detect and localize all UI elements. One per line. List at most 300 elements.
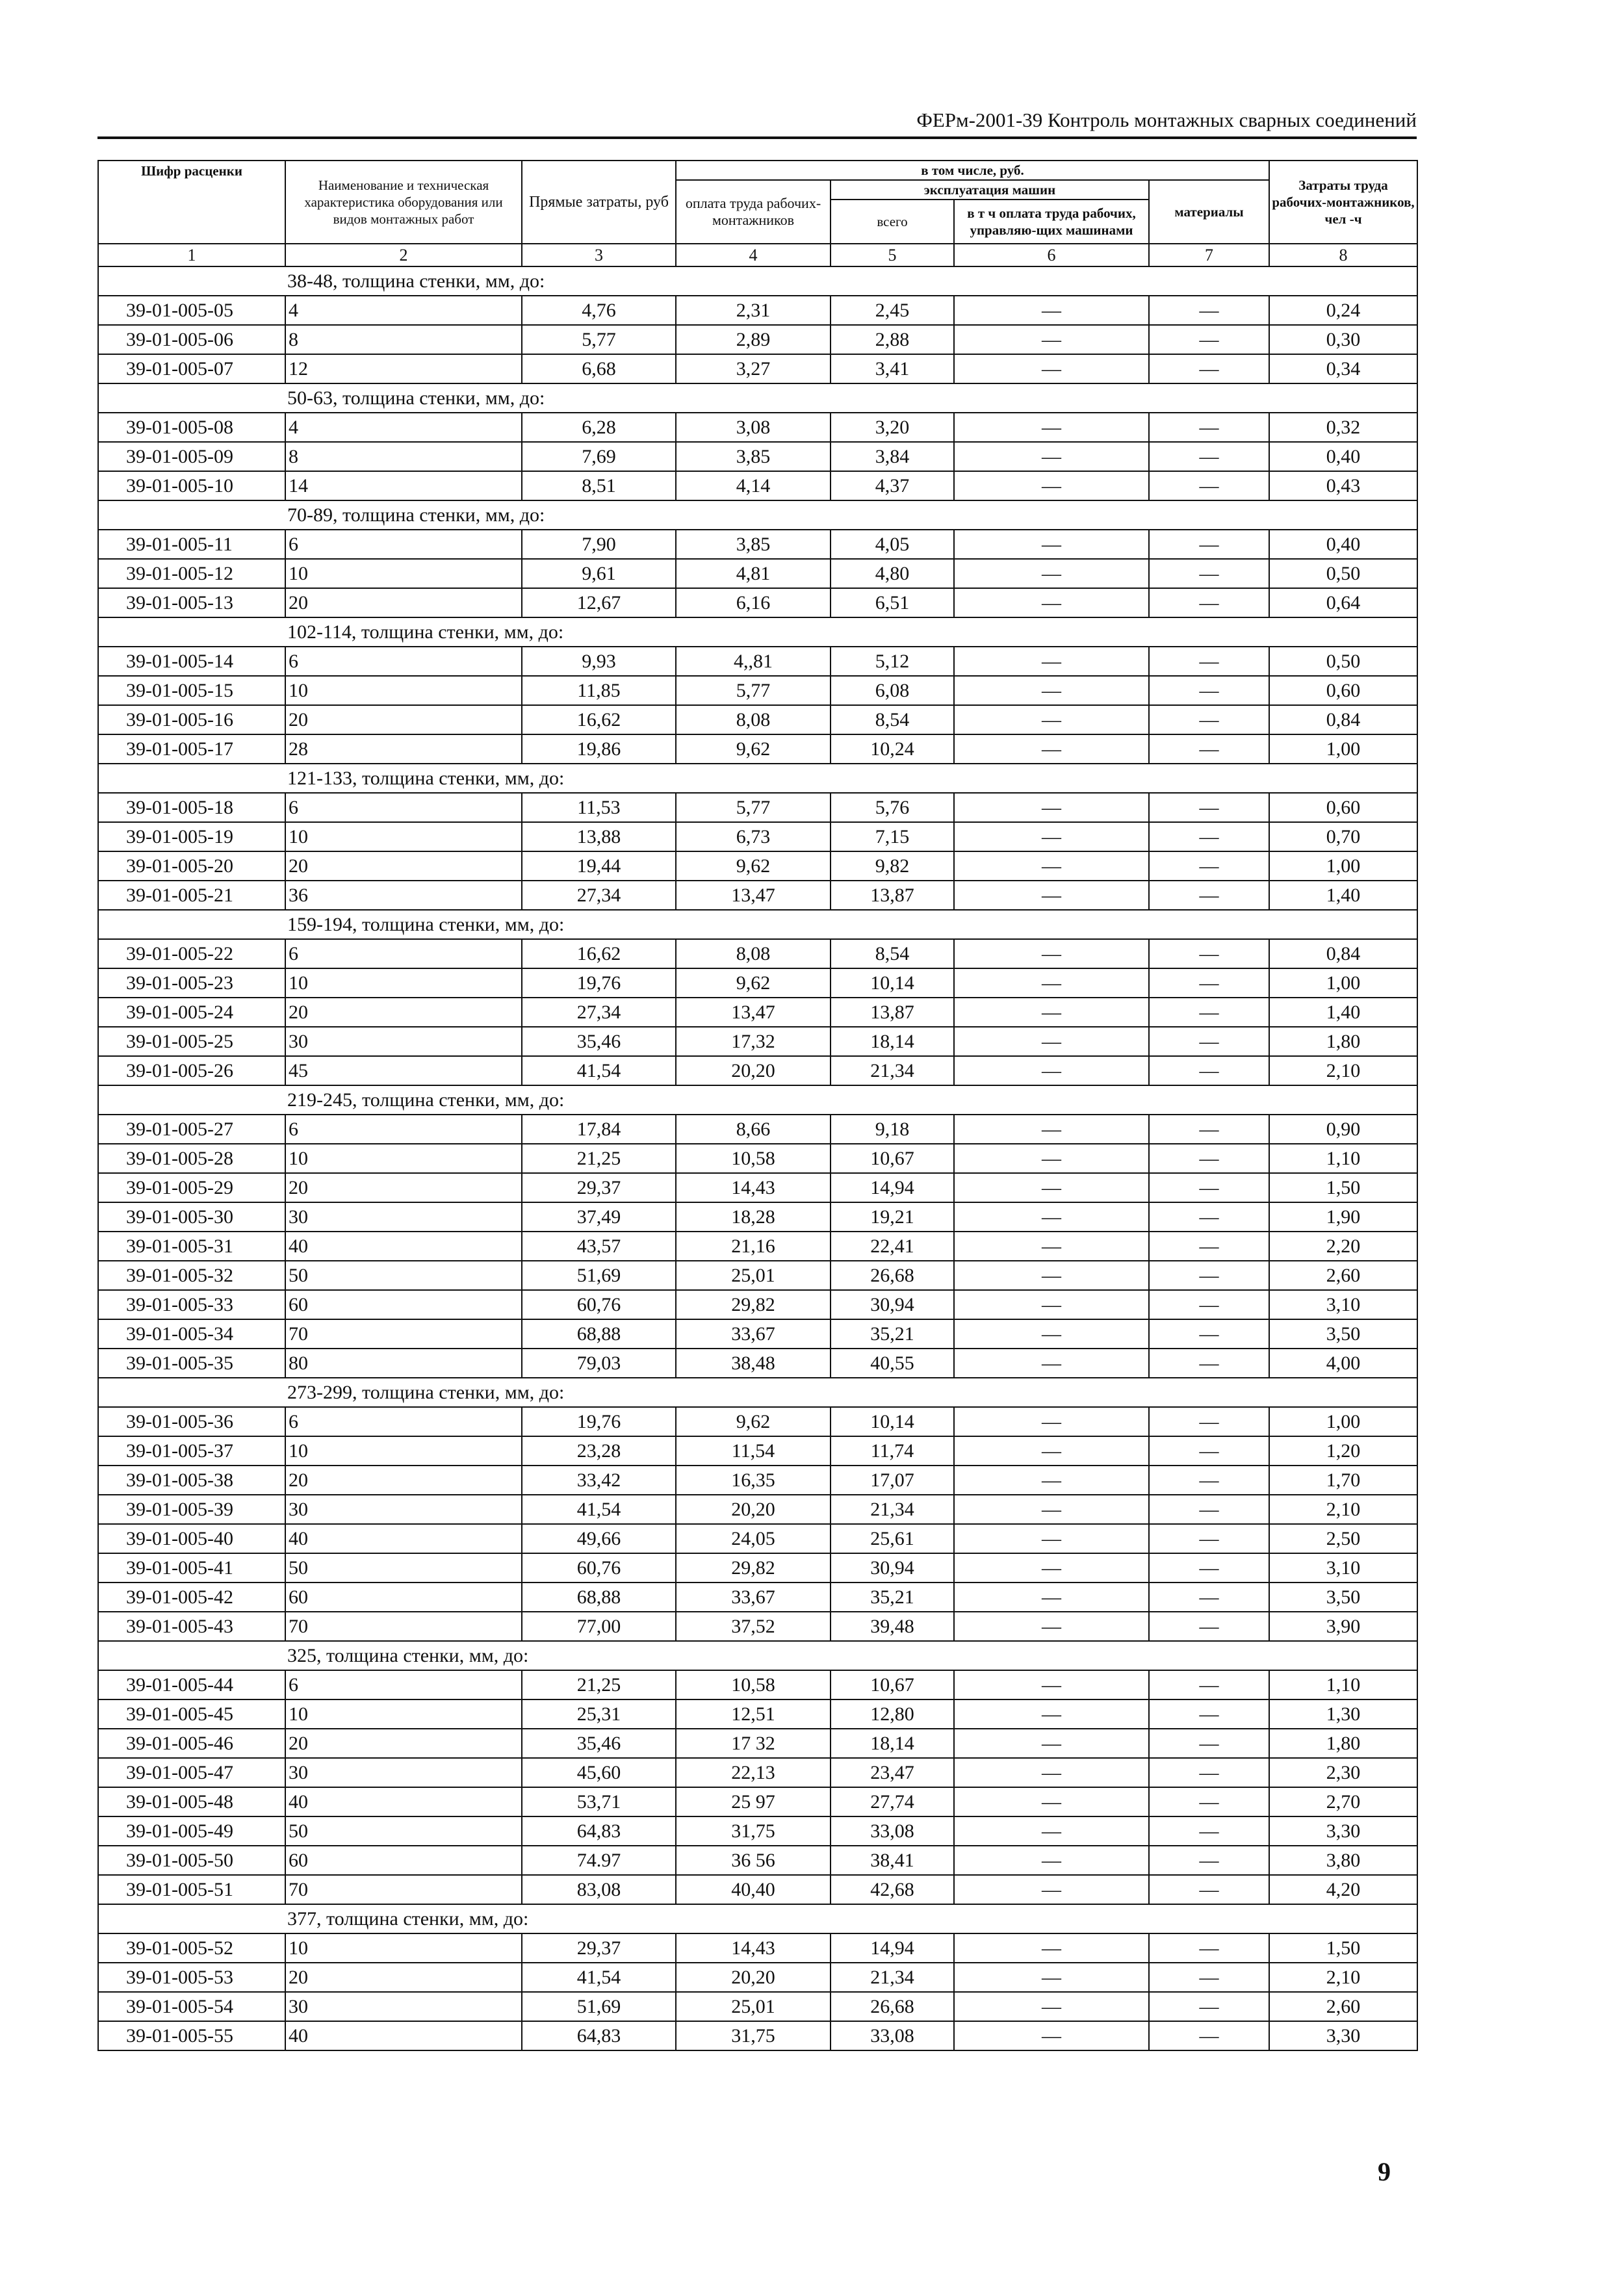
table-row bbox=[98, 1407, 1417, 1436]
rate-code-cell: 39-01-005-26 bbox=[98, 1056, 285, 1085]
direct-costs-cell: 13,88 bbox=[522, 822, 676, 851]
wages-cell: 14,43 bbox=[676, 1933, 831, 1963]
rate-code-cell: 39-01-005-15 bbox=[98, 676, 285, 705]
section-title: 70-89, толщина стенки, мм, до: bbox=[98, 500, 1417, 530]
column-number: 2 bbox=[285, 244, 522, 266]
wages-cell: 11,54 bbox=[676, 1436, 831, 1466]
labor-costs-cell: 0,40 bbox=[1269, 442, 1417, 471]
direct-costs-cell: 19,76 bbox=[522, 968, 676, 998]
rate-code-cell: 39-01-005-29 bbox=[98, 1173, 285, 1202]
machines-total-cell: 7,15 bbox=[831, 822, 954, 851]
machines-total-cell: 14,94 bbox=[831, 1933, 954, 1963]
rate-code-cell: 39-01-005-36 bbox=[98, 1407, 285, 1436]
wages-cell: 2,89 bbox=[676, 325, 831, 354]
section-row bbox=[98, 383, 1417, 413]
direct-costs-cell: 41,54 bbox=[522, 1963, 676, 1992]
rate-code-cell: 39-01-005-12 bbox=[98, 559, 285, 588]
operators-wages-cell: — bbox=[954, 1466, 1149, 1495]
wall-thickness-cell: 6 bbox=[285, 1407, 522, 1436]
direct-costs-cell: 83,08 bbox=[522, 1875, 676, 1904]
wall-thickness-cell: 6 bbox=[285, 793, 522, 822]
materials-cell: — bbox=[1149, 1787, 1269, 1816]
machines-total-cell: 40,55 bbox=[831, 1349, 954, 1378]
machines-total-cell: 19,21 bbox=[831, 1202, 954, 1232]
machines-total-cell: 2,45 bbox=[831, 296, 954, 325]
rate-code-cell: 39-01-005-14 bbox=[98, 647, 285, 676]
machines-total-cell: 35,21 bbox=[831, 1319, 954, 1349]
wages-cell: 3,85 bbox=[676, 530, 831, 559]
direct-costs-cell: 77,00 bbox=[522, 1612, 676, 1641]
operators-wages-cell: — bbox=[954, 705, 1149, 734]
operators-wages-cell: — bbox=[954, 1553, 1149, 1583]
section-row bbox=[98, 266, 1417, 296]
column-number: 3 bbox=[522, 244, 676, 266]
wall-thickness-cell: 40 bbox=[285, 2021, 522, 2050]
materials-cell: — bbox=[1149, 939, 1269, 968]
direct-costs-cell: 74.97 bbox=[522, 1846, 676, 1875]
materials-cell: — bbox=[1149, 851, 1269, 881]
labor-costs-cell: 1,00 bbox=[1269, 734, 1417, 764]
operators-wages-cell: — bbox=[954, 1583, 1149, 1612]
table-row bbox=[98, 734, 1417, 764]
direct-costs-cell: 19,86 bbox=[522, 734, 676, 764]
labor-costs-cell: 4,00 bbox=[1269, 1349, 1417, 1378]
wall-thickness-cell: 6 bbox=[285, 1115, 522, 1144]
wages-cell: 17 32 bbox=[676, 1729, 831, 1758]
table-row bbox=[98, 354, 1417, 383]
labor-costs-cell: 1,20 bbox=[1269, 1436, 1417, 1466]
operators-wages-cell: — bbox=[954, 822, 1149, 851]
price-table bbox=[97, 160, 1418, 2051]
wall-thickness-cell: 10 bbox=[285, 1436, 522, 1466]
materials-cell: — bbox=[1149, 2021, 1269, 2050]
col-header-name: Наименование и техническая характеристика оборудования или видов монтажных работ bbox=[285, 161, 522, 244]
wall-thickness-cell: 20 bbox=[285, 588, 522, 617]
materials-cell: — bbox=[1149, 1933, 1269, 1963]
column-number: 5 bbox=[831, 244, 954, 266]
materials-cell: — bbox=[1149, 442, 1269, 471]
wages-cell: 9,62 bbox=[676, 968, 831, 998]
operators-wages-cell: — bbox=[954, 1144, 1149, 1173]
labor-costs-cell: 1,80 bbox=[1269, 1027, 1417, 1056]
page-number: 9 bbox=[1378, 2157, 1391, 2186]
machines-total-cell: 8,54 bbox=[831, 705, 954, 734]
labor-costs-cell: 3,10 bbox=[1269, 1290, 1417, 1319]
machines-total-cell: 8,54 bbox=[831, 939, 954, 968]
wall-thickness-cell: 30 bbox=[285, 1495, 522, 1524]
labor-costs-cell: 1,40 bbox=[1269, 881, 1417, 910]
table-row bbox=[98, 296, 1417, 325]
wall-thickness-cell: 20 bbox=[285, 1466, 522, 1495]
materials-cell: — bbox=[1149, 1992, 1269, 2021]
materials-cell: — bbox=[1149, 1583, 1269, 1612]
table-row bbox=[98, 1173, 1417, 1202]
operators-wages-cell: — bbox=[954, 968, 1149, 998]
table-row bbox=[98, 413, 1417, 442]
rate-code-cell: 39-01-005-41 bbox=[98, 1553, 285, 1583]
rate-code-cell: 39-01-005-22 bbox=[98, 939, 285, 968]
rate-code-cell: 39-01-005-43 bbox=[98, 1612, 285, 1641]
rate-code-cell: 39-01-005-38 bbox=[98, 1466, 285, 1495]
wages-cell: 25,01 bbox=[676, 1992, 831, 2021]
wages-cell: 18,28 bbox=[676, 1202, 831, 1232]
rate-code-cell: 39-01-005-21 bbox=[98, 881, 285, 910]
labor-costs-cell: 1,90 bbox=[1269, 1202, 1417, 1232]
operators-wages-cell: — bbox=[954, 1232, 1149, 1261]
wall-thickness-cell: 70 bbox=[285, 1612, 522, 1641]
wages-cell: 25 97 bbox=[676, 1787, 831, 1816]
wall-thickness-cell: 14 bbox=[285, 471, 522, 500]
direct-costs-cell: 9,61 bbox=[522, 559, 676, 588]
table-row bbox=[98, 1699, 1417, 1729]
materials-cell: — bbox=[1149, 881, 1269, 910]
machines-total-cell: 6,08 bbox=[831, 676, 954, 705]
rate-code-cell: 39-01-005-49 bbox=[98, 1816, 285, 1846]
materials-cell: — bbox=[1149, 1816, 1269, 1846]
section-title: 377, толщина стенки, мм, до: bbox=[98, 1904, 1417, 1933]
machines-total-cell: 30,94 bbox=[831, 1553, 954, 1583]
operators-wages-cell: — bbox=[954, 1202, 1149, 1232]
rate-code-cell: 39-01-005-47 bbox=[98, 1758, 285, 1787]
col-header-wages: оплата труда рабочих-монтажников bbox=[676, 180, 831, 244]
table-row bbox=[98, 1758, 1417, 1787]
wages-cell: 36 56 bbox=[676, 1846, 831, 1875]
table-row bbox=[98, 1933, 1417, 1963]
column-number: 8 bbox=[1269, 244, 1417, 266]
direct-costs-cell: 60,76 bbox=[522, 1290, 676, 1319]
wall-thickness-cell: 4 bbox=[285, 296, 522, 325]
operators-wages-cell: — bbox=[954, 1495, 1149, 1524]
rate-code-cell: 39-01-005-50 bbox=[98, 1846, 285, 1875]
wages-cell: 29,82 bbox=[676, 1290, 831, 1319]
machines-total-cell: 10,14 bbox=[831, 1407, 954, 1436]
labor-costs-cell: 0,84 bbox=[1269, 939, 1417, 968]
materials-cell: — bbox=[1149, 530, 1269, 559]
wages-cell: 9,62 bbox=[676, 851, 831, 881]
section-row bbox=[98, 1904, 1417, 1933]
wages-cell: 25,01 bbox=[676, 1261, 831, 1290]
wall-thickness-cell: 40 bbox=[285, 1524, 522, 1553]
rate-code-cell: 39-01-005-42 bbox=[98, 1583, 285, 1612]
machines-total-cell: 10,67 bbox=[831, 1144, 954, 1173]
materials-cell: — bbox=[1149, 1553, 1269, 1583]
col-header-direct: Прямые затраты, руб bbox=[522, 161, 676, 244]
section-row bbox=[98, 1641, 1417, 1670]
operators-wages-cell: — bbox=[954, 1261, 1149, 1290]
wages-cell: 22,13 bbox=[676, 1758, 831, 1787]
labor-costs-cell: 0,50 bbox=[1269, 647, 1417, 676]
machines-total-cell: 18,14 bbox=[831, 1729, 954, 1758]
wall-thickness-cell: 4 bbox=[285, 413, 522, 442]
direct-costs-cell: 29,37 bbox=[522, 1933, 676, 1963]
table-row bbox=[98, 2021, 1417, 2050]
wages-cell: 4,,81 bbox=[676, 647, 831, 676]
materials-cell: — bbox=[1149, 1115, 1269, 1144]
machines-total-cell: 10,67 bbox=[831, 1670, 954, 1699]
table-row bbox=[98, 851, 1417, 881]
wages-cell: 5,77 bbox=[676, 793, 831, 822]
table-row bbox=[98, 1466, 1417, 1495]
labor-costs-cell: 1,00 bbox=[1269, 968, 1417, 998]
machines-total-cell: 23,47 bbox=[831, 1758, 954, 1787]
labor-costs-cell: 3,80 bbox=[1269, 1846, 1417, 1875]
wall-thickness-cell: 10 bbox=[285, 822, 522, 851]
rate-code-cell: 39-01-005-33 bbox=[98, 1290, 285, 1319]
machines-total-cell: 9,82 bbox=[831, 851, 954, 881]
wages-cell: 20,20 bbox=[676, 1056, 831, 1085]
table-row bbox=[98, 1670, 1417, 1699]
section-title: 325, толщина стенки, мм, до: bbox=[98, 1641, 1417, 1670]
rate-code-cell: 39-01-005-05 bbox=[98, 296, 285, 325]
wall-thickness-cell: 70 bbox=[285, 1319, 522, 1349]
table-row bbox=[98, 1729, 1417, 1758]
labor-costs-cell: 0,90 bbox=[1269, 1115, 1417, 1144]
machines-total-cell: 17,07 bbox=[831, 1466, 954, 1495]
operators-wages-cell: — bbox=[954, 1027, 1149, 1056]
wages-cell: 9,62 bbox=[676, 1407, 831, 1436]
machines-total-cell: 13,87 bbox=[831, 998, 954, 1027]
wall-thickness-cell: 20 bbox=[285, 998, 522, 1027]
wages-cell: 8,08 bbox=[676, 939, 831, 968]
table-row bbox=[98, 1261, 1417, 1290]
materials-cell: — bbox=[1149, 325, 1269, 354]
table-row bbox=[98, 1436, 1417, 1466]
wall-thickness-cell: 20 bbox=[285, 705, 522, 734]
table-row bbox=[98, 325, 1417, 354]
direct-costs-cell: 43,57 bbox=[522, 1232, 676, 1261]
direct-costs-cell: 16,62 bbox=[522, 705, 676, 734]
section-row bbox=[98, 617, 1417, 647]
wages-cell: 33,67 bbox=[676, 1319, 831, 1349]
wages-cell: 38,48 bbox=[676, 1349, 831, 1378]
wages-cell: 20,20 bbox=[676, 1495, 831, 1524]
wall-thickness-cell: 60 bbox=[285, 1846, 522, 1875]
labor-costs-cell: 1,00 bbox=[1269, 851, 1417, 881]
labor-costs-cell: 1,40 bbox=[1269, 998, 1417, 1027]
materials-cell: — bbox=[1149, 1963, 1269, 1992]
direct-costs-cell: 60,76 bbox=[522, 1553, 676, 1583]
wall-thickness-cell: 6 bbox=[285, 530, 522, 559]
direct-costs-cell: 37,49 bbox=[522, 1202, 676, 1232]
wages-cell: 10,58 bbox=[676, 1670, 831, 1699]
direct-costs-cell: 33,42 bbox=[522, 1466, 676, 1495]
rate-code-cell: 39-01-005-25 bbox=[98, 1027, 285, 1056]
wall-thickness-cell: 30 bbox=[285, 1992, 522, 2021]
section-title: 121-133, толщина стенки, мм, до: bbox=[98, 764, 1417, 793]
operators-wages-cell: — bbox=[954, 1933, 1149, 1963]
operators-wages-cell: — bbox=[954, 647, 1149, 676]
rate-code-cell: 39-01-005-40 bbox=[98, 1524, 285, 1553]
section-title: 50-63, толщина стенки, мм, до: bbox=[98, 383, 1417, 413]
direct-costs-cell: 68,88 bbox=[522, 1319, 676, 1349]
rate-code-cell: 39-01-005-52 bbox=[98, 1933, 285, 1963]
materials-cell: — bbox=[1149, 822, 1269, 851]
direct-costs-cell: 8,51 bbox=[522, 471, 676, 500]
direct-costs-cell: 16,62 bbox=[522, 939, 676, 968]
direct-costs-cell: 4,76 bbox=[522, 296, 676, 325]
rate-code-cell: 39-01-005-48 bbox=[98, 1787, 285, 1816]
table-row bbox=[98, 1319, 1417, 1349]
rate-code-cell: 39-01-005-53 bbox=[98, 1963, 285, 1992]
materials-cell: — bbox=[1149, 1027, 1269, 1056]
wall-thickness-cell: 10 bbox=[285, 1699, 522, 1729]
rate-code-cell: 39-01-005-24 bbox=[98, 998, 285, 1027]
labor-costs-cell: 0,64 bbox=[1269, 588, 1417, 617]
labor-costs-cell: 3,50 bbox=[1269, 1583, 1417, 1612]
wages-cell: 8,08 bbox=[676, 705, 831, 734]
wall-thickness-cell: 30 bbox=[285, 1027, 522, 1056]
materials-cell: — bbox=[1149, 676, 1269, 705]
labor-costs-cell: 0,60 bbox=[1269, 793, 1417, 822]
wall-thickness-cell: 30 bbox=[285, 1758, 522, 1787]
wages-cell: 9,62 bbox=[676, 734, 831, 764]
operators-wages-cell: — bbox=[954, 1729, 1149, 1758]
table-header bbox=[98, 161, 1417, 266]
materials-cell: — bbox=[1149, 1729, 1269, 1758]
wages-cell: 33,67 bbox=[676, 1583, 831, 1612]
rate-code-cell: 39-01-005-31 bbox=[98, 1232, 285, 1261]
machines-total-cell: 10,24 bbox=[831, 734, 954, 764]
wages-cell: 3,27 bbox=[676, 354, 831, 383]
wages-cell: 40,40 bbox=[676, 1875, 831, 1904]
section-row bbox=[98, 500, 1417, 530]
materials-cell: — bbox=[1149, 296, 1269, 325]
wages-cell: 8,66 bbox=[676, 1115, 831, 1144]
operators-wages-cell: — bbox=[954, 559, 1149, 588]
rate-code-cell: 39-01-005-34 bbox=[98, 1319, 285, 1349]
rate-code-cell: 39-01-005-07 bbox=[98, 354, 285, 383]
operators-wages-cell: — bbox=[954, 998, 1149, 1027]
wall-thickness-cell: 10 bbox=[285, 968, 522, 998]
direct-costs-cell: 64,83 bbox=[522, 2021, 676, 2050]
wages-cell: 3,08 bbox=[676, 413, 831, 442]
wages-cell: 17,32 bbox=[676, 1027, 831, 1056]
labor-costs-cell: 2,70 bbox=[1269, 1787, 1417, 1816]
materials-cell: — bbox=[1149, 1202, 1269, 1232]
labor-costs-cell: 2,20 bbox=[1269, 1232, 1417, 1261]
direct-costs-cell: 19,44 bbox=[522, 851, 676, 881]
materials-cell: — bbox=[1149, 1261, 1269, 1290]
column-number: 4 bbox=[676, 244, 831, 266]
labor-costs-cell: 0,43 bbox=[1269, 471, 1417, 500]
direct-costs-cell: 51,69 bbox=[522, 1992, 676, 2021]
table-row bbox=[98, 939, 1417, 968]
wall-thickness-cell: 10 bbox=[285, 676, 522, 705]
direct-costs-cell: 12,67 bbox=[522, 588, 676, 617]
labor-costs-cell: 1,10 bbox=[1269, 1670, 1417, 1699]
labor-costs-cell: 0,40 bbox=[1269, 530, 1417, 559]
section-title: 273-299, толщина стенки, мм, до: bbox=[98, 1378, 1417, 1407]
labor-costs-cell: 3,10 bbox=[1269, 1553, 1417, 1583]
machines-total-cell: 30,94 bbox=[831, 1290, 954, 1319]
table-row bbox=[98, 1612, 1417, 1641]
col-header-machines: эксплуатация машин bbox=[831, 180, 1149, 200]
materials-cell: — bbox=[1149, 705, 1269, 734]
wall-thickness-cell: 6 bbox=[285, 1670, 522, 1699]
wall-thickness-cell: 20 bbox=[285, 1173, 522, 1202]
labor-costs-cell: 0,24 bbox=[1269, 296, 1417, 325]
wages-cell: 31,75 bbox=[676, 2021, 831, 2050]
labor-costs-cell: 0,84 bbox=[1269, 705, 1417, 734]
labor-costs-cell: 0,32 bbox=[1269, 413, 1417, 442]
materials-cell: — bbox=[1149, 1846, 1269, 1875]
rate-code-cell: 39-01-005-17 bbox=[98, 734, 285, 764]
operators-wages-cell: — bbox=[954, 793, 1149, 822]
materials-cell: — bbox=[1149, 1524, 1269, 1553]
rate-code-cell: 39-01-005-30 bbox=[98, 1202, 285, 1232]
col-header-total: всего bbox=[831, 200, 954, 244]
operators-wages-cell: — bbox=[954, 1056, 1149, 1085]
rate-code-cell: 39-01-005-06 bbox=[98, 325, 285, 354]
operators-wages-cell: — bbox=[954, 1115, 1149, 1144]
wages-cell: 2,31 bbox=[676, 296, 831, 325]
operators-wages-cell: — bbox=[954, 1436, 1149, 1466]
materials-cell: — bbox=[1149, 1612, 1269, 1641]
operators-wages-cell: — bbox=[954, 530, 1149, 559]
table-row bbox=[98, 559, 1417, 588]
rate-code-cell: 39-01-005-32 bbox=[98, 1261, 285, 1290]
direct-costs-cell: 29,37 bbox=[522, 1173, 676, 1202]
operators-wages-cell: — bbox=[954, 325, 1149, 354]
machines-total-cell: 11,74 bbox=[831, 1436, 954, 1466]
direct-costs-cell: 5,77 bbox=[522, 325, 676, 354]
machines-total-cell: 22,41 bbox=[831, 1232, 954, 1261]
wages-cell: 37,52 bbox=[676, 1612, 831, 1641]
table-body bbox=[98, 266, 1417, 2050]
wages-cell: 6,16 bbox=[676, 588, 831, 617]
wall-thickness-cell: 10 bbox=[285, 559, 522, 588]
direct-costs-cell: 68,88 bbox=[522, 1583, 676, 1612]
machines-total-cell: 21,34 bbox=[831, 1963, 954, 1992]
direct-costs-cell: 6,28 bbox=[522, 413, 676, 442]
table-row bbox=[98, 1027, 1417, 1056]
direct-costs-cell: 41,54 bbox=[522, 1056, 676, 1085]
machines-total-cell: 12,80 bbox=[831, 1699, 954, 1729]
rate-code-cell: 39-01-005-10 bbox=[98, 471, 285, 500]
operators-wages-cell: — bbox=[954, 1290, 1149, 1319]
table-row bbox=[98, 1583, 1417, 1612]
labor-costs-cell: 1,50 bbox=[1269, 1933, 1417, 1963]
machines-total-cell: 3,20 bbox=[831, 413, 954, 442]
wages-cell: 31,75 bbox=[676, 1816, 831, 1846]
operators-wages-cell: — bbox=[954, 734, 1149, 764]
labor-costs-cell: 2,10 bbox=[1269, 1495, 1417, 1524]
wages-cell: 4,81 bbox=[676, 559, 831, 588]
operators-wages-cell: — bbox=[954, 851, 1149, 881]
wages-cell: 5,77 bbox=[676, 676, 831, 705]
operators-wages-cell: — bbox=[954, 1319, 1149, 1349]
wall-thickness-cell: 50 bbox=[285, 1553, 522, 1583]
labor-costs-cell: 0,70 bbox=[1269, 822, 1417, 851]
labor-costs-cell: 0,34 bbox=[1269, 354, 1417, 383]
labor-costs-cell: 1,10 bbox=[1269, 1144, 1417, 1173]
machines-total-cell: 13,87 bbox=[831, 881, 954, 910]
direct-costs-cell: 35,46 bbox=[522, 1729, 676, 1758]
labor-costs-cell: 1,80 bbox=[1269, 1729, 1417, 1758]
table-row bbox=[98, 822, 1417, 851]
operators-wages-cell: — bbox=[954, 1173, 1149, 1202]
section-title: 219-245, толщина стенки, мм, до: bbox=[98, 1085, 1417, 1115]
machines-total-cell: 26,68 bbox=[831, 1261, 954, 1290]
machines-total-cell: 33,08 bbox=[831, 2021, 954, 2050]
direct-costs-cell: 23,28 bbox=[522, 1436, 676, 1466]
machines-total-cell: 5,12 bbox=[831, 647, 954, 676]
labor-costs-cell: 0,30 bbox=[1269, 325, 1417, 354]
wall-thickness-cell: 60 bbox=[285, 1290, 522, 1319]
direct-costs-cell: 6,68 bbox=[522, 354, 676, 383]
machines-total-cell: 9,18 bbox=[831, 1115, 954, 1144]
materials-cell: — bbox=[1149, 1436, 1269, 1466]
